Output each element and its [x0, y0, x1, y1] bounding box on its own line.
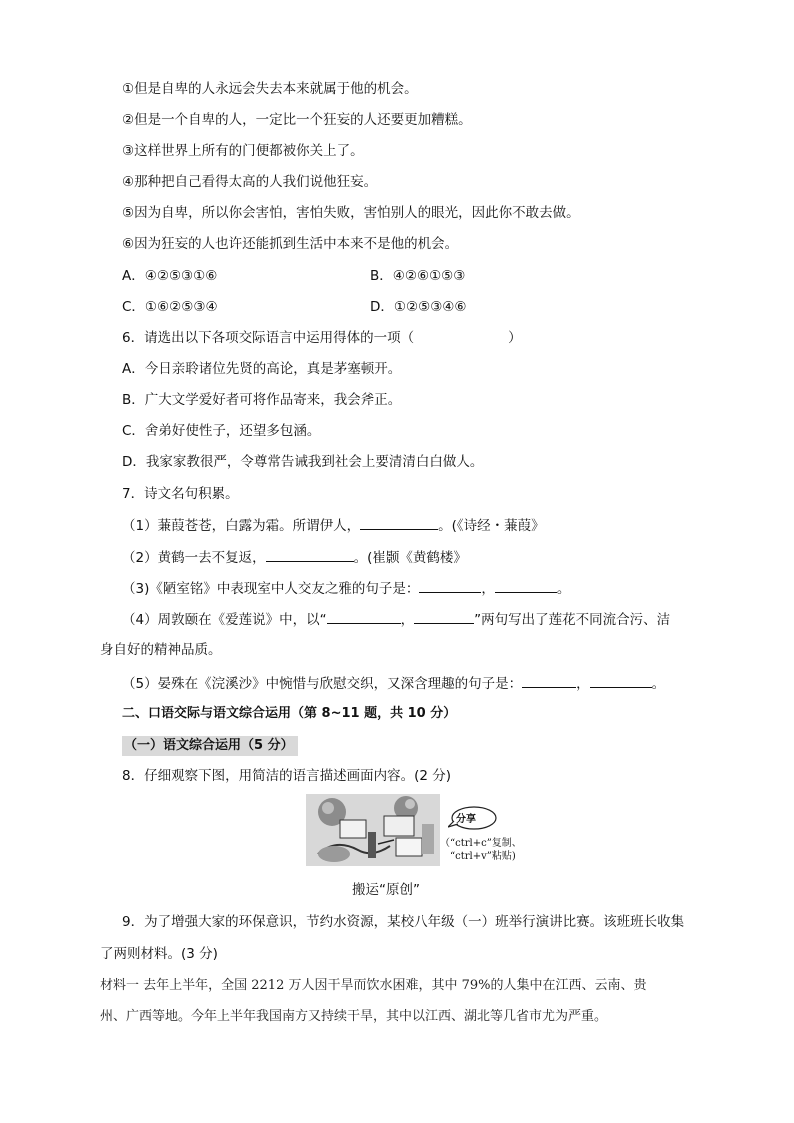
q7-4-blank-2[interactable] — [414, 609, 474, 624]
sentence-1: ①但是自卑的人永远会失去本来就属于他的机会。 — [122, 81, 418, 97]
q7-item-4 — [122, 609, 670, 630]
cartoon-image — [306, 794, 440, 866]
q5-option-b[interactable]: B．④②⑥①⑤③ — [370, 268, 466, 284]
q7-5-blank-2[interactable] — [590, 673, 652, 688]
bubble-label: 分享 — [456, 814, 476, 825]
q7-3-text: （3)《陋室铭》中表现室中人交友之雅的句子是： — [122, 581, 420, 597]
q6-option-b[interactable]: B．广大文学爱好者可将作品寄来，我会斧正。 — [122, 392, 402, 408]
q7-item-3 — [122, 578, 570, 599]
q7-3-comma: ， — [481, 581, 495, 597]
q7-3-blank-2[interactable] — [495, 578, 557, 593]
sentence-4: ④那种把自己看得太高的人我们说他狂妄。 — [122, 174, 378, 190]
q7-item-2 — [122, 547, 467, 568]
q7-2-blank[interactable] — [266, 547, 354, 562]
q7-stem: 7．诗文名句积累。 — [122, 486, 239, 502]
q5-option-c[interactable]: C．①⑥②⑤③④ — [122, 299, 218, 315]
q7-3-period: 。 — [556, 581, 571, 597]
q9-stem-line-2: 了两则材料。(3 分) — [100, 946, 218, 962]
q7-5-text: （5）晏殊在《浣溪沙》中惋惜与欣慰交织，又深含理趣的句子是： — [122, 676, 523, 692]
sentence-3: ③这样世界上所有的门便都被你关上了。 — [122, 143, 364, 159]
q7-4-text-end: ”两句写出了莲花不同流合污、洁 — [474, 612, 671, 628]
figure-note — [440, 837, 522, 863]
q7-item-5 — [122, 673, 665, 694]
q7-4-comma: ， — [400, 612, 415, 628]
q9-stem-line-1: 9．为了增强大家的环保意识，节约水资源，某校八年级（一）班举行演讲比赛。该班班长收集 — [122, 914, 685, 930]
q7-item-1 — [122, 515, 545, 536]
q7-2-source: 。(崔颢《黄鹤楼》 — [353, 550, 467, 566]
q7-1-text: （1）蒹葭苍苍，白露为霜。所谓伊人， — [122, 518, 361, 534]
sentence-5: ⑤因为自卑，所以你会害怕，害怕失败，害怕别人的眼光，因此你不敢去做。 — [122, 205, 580, 221]
q7-4-text: （4）周敦颐在《爱莲说》中，以“ — [122, 612, 327, 628]
note-line-2: “ctrl+v”粘贴) — [450, 851, 516, 862]
q7-1-blank[interactable] — [360, 515, 438, 530]
material-1-line-2: 州、广西等地。今年上半年我国南方又持续干旱，其中以江西、湖北等几省市尤为严重。 — [100, 1009, 608, 1024]
figure-caption: 搬运“原创” — [352, 882, 420, 898]
q7-3-blank-1[interactable] — [419, 578, 481, 593]
note-line-1: （“ctrl+c”复制、 — [440, 838, 522, 849]
q7-5-comma: ， — [576, 676, 590, 692]
q7-1-source: 。(《诗经・蒹葭》 — [438, 518, 545, 534]
sentence-6: ⑥因为狂妄的人也许还能抓到生活中本来不是他的机会。 — [122, 236, 459, 252]
q7-5-period: 。 — [651, 676, 666, 692]
material-1-line-1: 材料一 去年上半年，全国 2212 万人因干旱而饮水困难，其中 79%的人集中在江西、云南、贵 — [100, 978, 647, 993]
q6-option-c[interactable]: C．舍弟好使性子，还望多包涵。 — [122, 423, 321, 439]
q6-option-a[interactable]: A．今日亲聆诸位先贤的高论，真是茅塞顿开。 — [122, 361, 402, 377]
q7-item-4-cont: 身自好的精神品质。 — [100, 642, 222, 658]
q7-5-blank-1[interactable] — [522, 673, 576, 688]
q6-stem-close: ） — [508, 330, 522, 346]
q6-stem-text: 6．请选出以下各项交际语言中运用得体的一项（ — [122, 330, 415, 346]
q6-option-d[interactable]: D．我家家教很严，令尊常告诫我到社会上要清清白白做人。 — [122, 454, 484, 470]
q7-4-blank-1[interactable] — [327, 609, 401, 624]
q8-stem: 8．仔细观察下图，用简洁的语言描述画面内容。(2 分) — [122, 768, 452, 784]
q5-option-d[interactable]: D．①②⑤③④⑥ — [370, 299, 467, 315]
sentence-2: ②但是一个自卑的人，一定比一个狂妄的人还要更加糟糕。 — [122, 112, 472, 128]
section-2-subheading: （一）语文综合运用（5 分） — [122, 736, 298, 756]
q5-option-a[interactable]: A．④②⑤③①⑥ — [122, 268, 218, 284]
section-2-title: 二、口语交际与语文综合运用（第 8~11 题，共 10 分） — [122, 706, 457, 721]
q6-stem — [122, 328, 522, 348]
q7-2-text: （2）黄鹤一去不复返， — [122, 550, 266, 566]
